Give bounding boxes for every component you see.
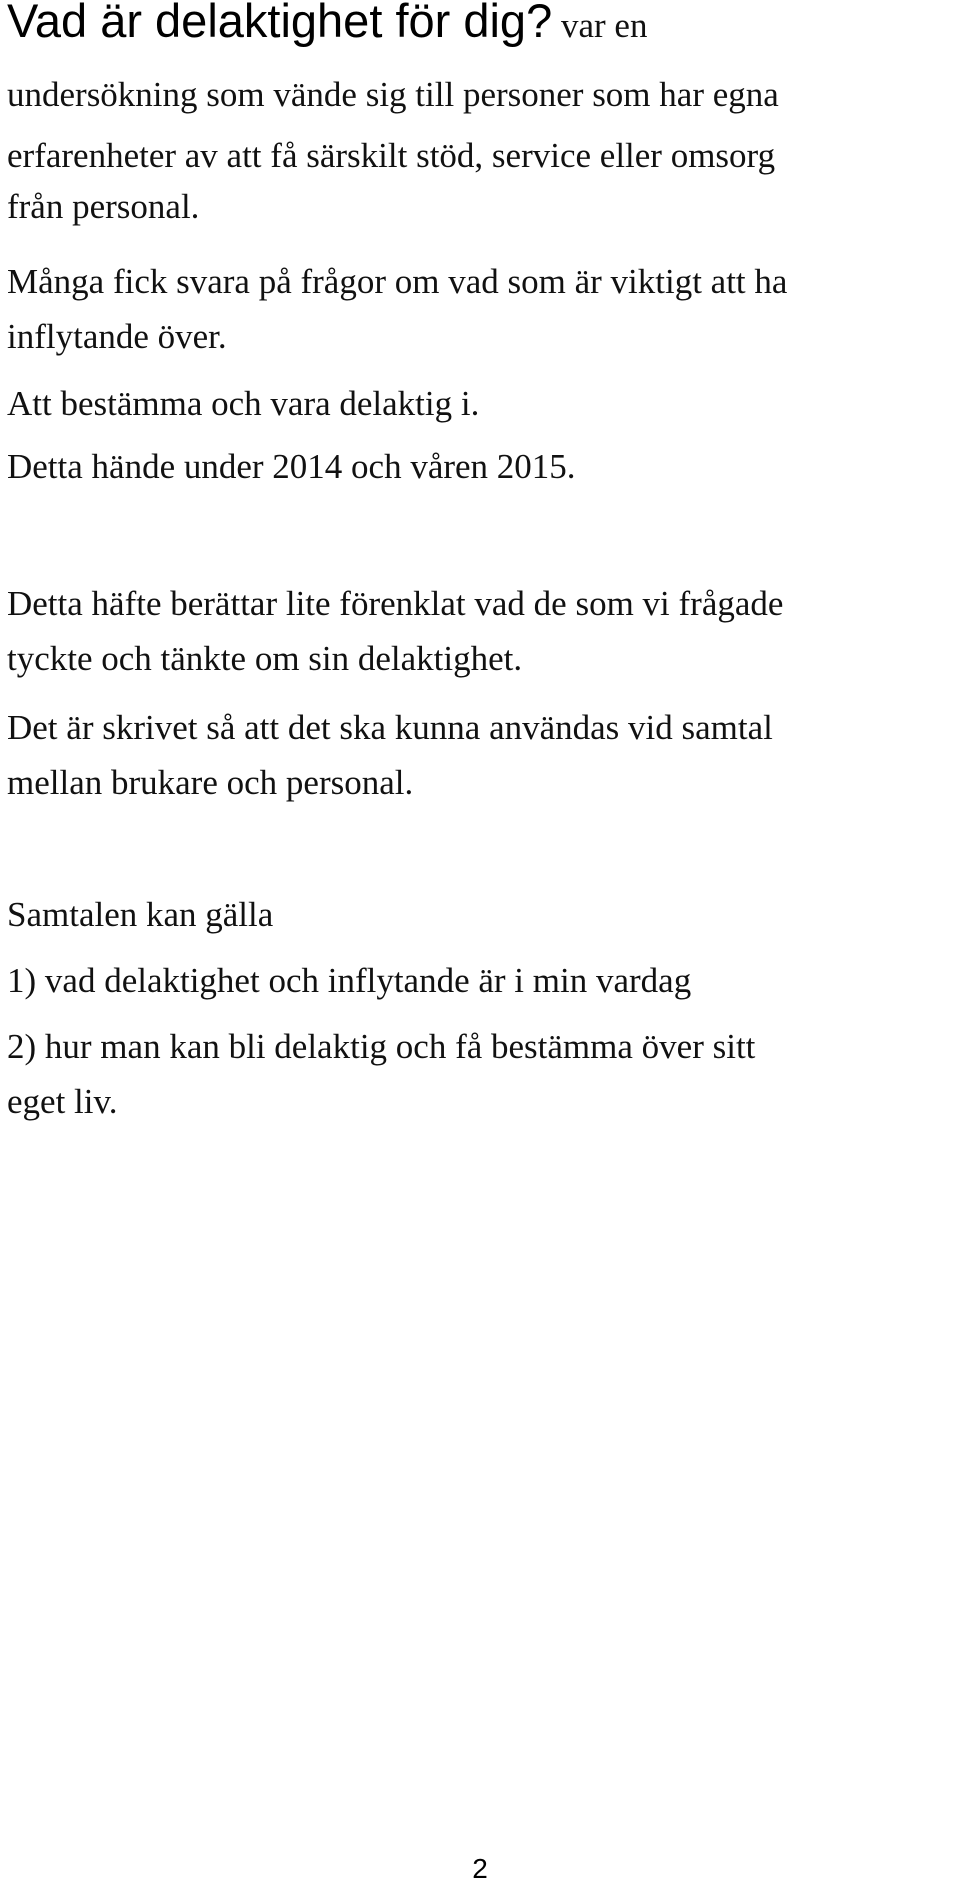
paragraph-line: Att bestämma och vara delaktig i. [7,384,480,423]
title-line [7,0,955,47]
paragraph-line: Det är skrivet så att det ska kunna användas vid samtal [7,708,773,747]
intro-line: från personal. [7,187,200,226]
topic-item-1: 1) vad delaktighet och inflytande är i min vardag [7,961,692,1000]
topic-item-2-continued: eget liv. [7,1082,118,1121]
paragraph-line: inflytande över. [7,317,227,356]
paragraph-period [7,436,955,497]
page-title: Vad är delaktighet för dig? [7,0,553,47]
intro-section [7,0,955,47]
paragraph-line: Detta hände under 2014 och våren 2015. [7,447,576,486]
paragraph-questions [7,251,955,367]
topics-section [7,884,955,1132]
page-number: 2 [472,1853,488,1884]
paragraph-booklet [7,573,955,689]
paragraph-line: tyckte och tänkte om sin delaktighet. [7,639,523,678]
topics-heading: Samtalen kan gälla [7,895,274,934]
paragraph-line: Många fick svara på frågor om vad som är viktigt att ha [7,262,788,301]
paragraph-line: mellan brukare och personal. [7,763,414,802]
paragraph-decide [7,373,955,434]
intro-line: undersökning som vände sig till personer som har egna [7,75,779,114]
paragraph-usage [7,697,955,813]
intro-paragraph [7,64,955,237]
paragraph-line: Detta häfte berättar lite förenklat vad de som vi frågade [7,584,784,623]
intro-line: erfarenheter av att få särskilt stöd, service eller omsorg [7,136,776,175]
intro-line-start: var en [560,6,648,45]
topic-item-2: 2) hur man kan bli delaktig och få bestämma över sitt [7,1027,756,1066]
